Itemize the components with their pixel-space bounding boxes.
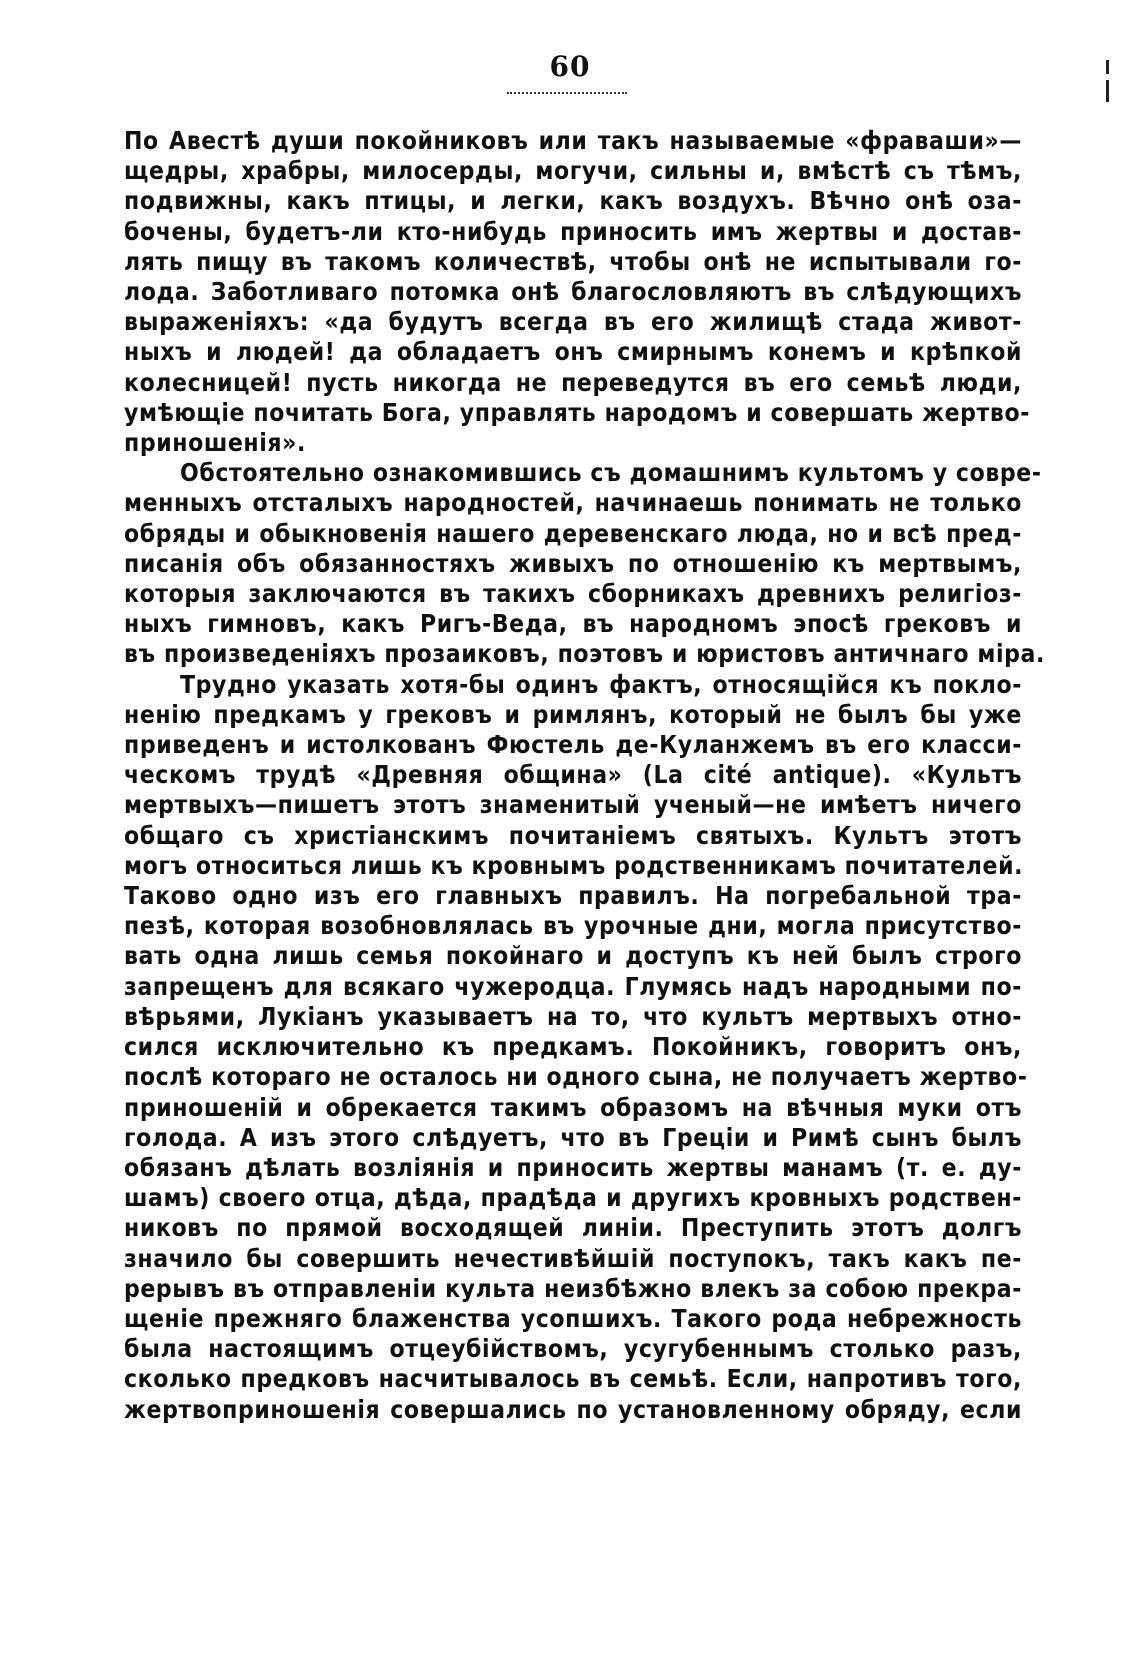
text-line: приношенія». bbox=[124, 428, 306, 458]
text-line: сколько предковъ насчитывалось въ семьѣ. Если, напротивъ того, bbox=[124, 1364, 1022, 1394]
text-line: лять пищу въ такомъ количествѣ, чтобы онѣ не испытывали го- bbox=[124, 246, 1022, 276]
text-line: колесницей! пусть никогда не переведутся въ его семьѣ люди, bbox=[124, 367, 1022, 397]
text-line: жертвоприношенія совершались по установленному обряду, если bbox=[124, 1394, 1022, 1424]
text-line: которыя заключаются въ такихъ сборникахъ древнихъ религіоз- bbox=[124, 579, 1022, 609]
scan-edge-mark bbox=[1106, 60, 1109, 74]
text-line: рерывъ въ отправленіи культа неизбѣжно влекъ за собою прекра- bbox=[124, 1273, 1022, 1303]
text-line: была настоящимъ отцеубійствомъ, усугубеннымъ столько разъ, bbox=[124, 1334, 1022, 1364]
text-line: вать одна лишь семья покойнаго и доступъ къ ней былъ строго bbox=[124, 941, 1022, 971]
text-line: Обстоятельно ознакомившись съ домашнимъ культомъ у совре- bbox=[180, 458, 1042, 488]
paragraph-3 bbox=[124, 669, 1028, 1425]
text-line: щедры, храбры, милосерды, могучи, сильны и, вмѣстѣ съ тѣмъ, bbox=[124, 156, 1022, 186]
text-line: приношеній и обрекается такимъ образомъ на вѣчныя муки отъ bbox=[124, 1092, 1022, 1122]
page-number-rule bbox=[507, 92, 627, 94]
text-line: запрещенъ для всякаго чужеродца. Глумясь надъ народными по- bbox=[124, 971, 1022, 1001]
text-line: лода. Заботливаго потомка онѣ благословляютъ въ слѣдующихъ bbox=[124, 277, 1022, 307]
text-line: сился исключительно къ предкамъ. Покойникъ, говоритъ онъ, bbox=[124, 1032, 1022, 1062]
text-line: въ произведеніяхъ прозаиковъ, поэтовъ и юристовъ античнаго міра. bbox=[124, 639, 1045, 669]
text-line: щеніе прежняго блаженства усопшихъ. Такого рода небрежность bbox=[124, 1303, 1022, 1333]
scan-edge-mark bbox=[1106, 80, 1109, 102]
text-line: вѣрьями, Лукіанъ указываетъ на то, что культъ мертвыхъ отно- bbox=[124, 1001, 1022, 1031]
text-line: ненію предкамъ у грековъ и римлянъ, который не былъ бы уже bbox=[124, 699, 1022, 729]
text-line: ныхъ и людей! да обладаетъ онъ смирнымъ конемъ и крѣпкой bbox=[124, 337, 1022, 367]
text-line: общаго съ христіанскимъ почитаніемъ святыхъ. Культъ этотъ bbox=[124, 820, 1022, 850]
text-line: Трудно указать хотя-бы одинъ фактъ, относящійся къ покло- bbox=[180, 669, 1022, 699]
text-line: умѣющіе почитать Бога, управлять народомъ и совершать жертво- bbox=[124, 397, 1030, 427]
paragraph-2 bbox=[124, 458, 1045, 669]
text-line: голода. А изъ этого слѣдуетъ, что въ Греціи и Римѣ сынъ былъ bbox=[124, 1122, 1022, 1152]
text-line: никовъ по прямой восходящей линіи. Преступить этотъ долгъ bbox=[124, 1213, 1022, 1243]
text-line: бочены, будетъ-ли кто-нибудь приносить имъ жертвы и достав- bbox=[124, 216, 1022, 246]
text-line: подвижны, какъ птицы, и легки, какъ воздухъ. Вѣчно онѣ оза- bbox=[124, 186, 1022, 216]
text-line: По Авестѣ души покойниковъ или такъ называемые «фраваши»— bbox=[124, 126, 1022, 155]
text-line: приведенъ и истолкованъ Фюстель де-Куланжемъ въ его класси- bbox=[124, 730, 1022, 760]
text-line: писанія объ обязанностяхъ живыхъ по отношенію къ мертвымъ, bbox=[124, 548, 1022, 578]
text-line: выраженіяхъ: «да будутъ всегда въ его жилищѣ стада живот- bbox=[124, 307, 1022, 337]
paragraph-1 bbox=[124, 126, 1030, 458]
text-line: шамъ) своего отца, дѣда, прадѣда и другихъ кровныхъ родствен- bbox=[124, 1183, 1022, 1213]
body-text bbox=[124, 126, 1045, 1425]
text-line: могъ относиться лишь къ кровнымъ родственникамъ почитателей. bbox=[124, 850, 1024, 880]
text-line: менныхъ отсталыхъ народностей, начинаешь понимать не только bbox=[124, 488, 1022, 518]
text-line: Таково одно изъ его главныхъ правилъ. На погребальной тра- bbox=[124, 881, 1022, 911]
text-line: мертвыхъ—пишетъ этотъ знаменитый ученый—не имѣетъ ничего bbox=[124, 790, 1022, 820]
text-line: ныхъ гимновъ, какъ Ригъ-Веда, въ народномъ эпосѣ грековъ и bbox=[124, 609, 1022, 639]
page-number: 60 bbox=[549, 50, 591, 83]
text-line: ческомъ трудѣ «Древняя община» (La cité antique). «Культъ bbox=[124, 760, 1022, 790]
text-line: пезѣ, которая возобновлялась въ урочные дни, могла присутство- bbox=[124, 911, 1022, 941]
text-line: обязанъ дѣлать возліянія и приносить жертвы манамъ (т. е. ду- bbox=[124, 1152, 1022, 1182]
text-line: значило бы совершить нечестивѣйшій поступокъ, такъ какъ пе- bbox=[124, 1243, 1022, 1273]
text-line: послѣ котораго не осталось ни одного сына, не получаетъ жертво- bbox=[124, 1062, 1028, 1092]
text-line: обряды и обыкновенія нашего деревенскаго люда, но и всѣ пред- bbox=[124, 518, 1022, 548]
